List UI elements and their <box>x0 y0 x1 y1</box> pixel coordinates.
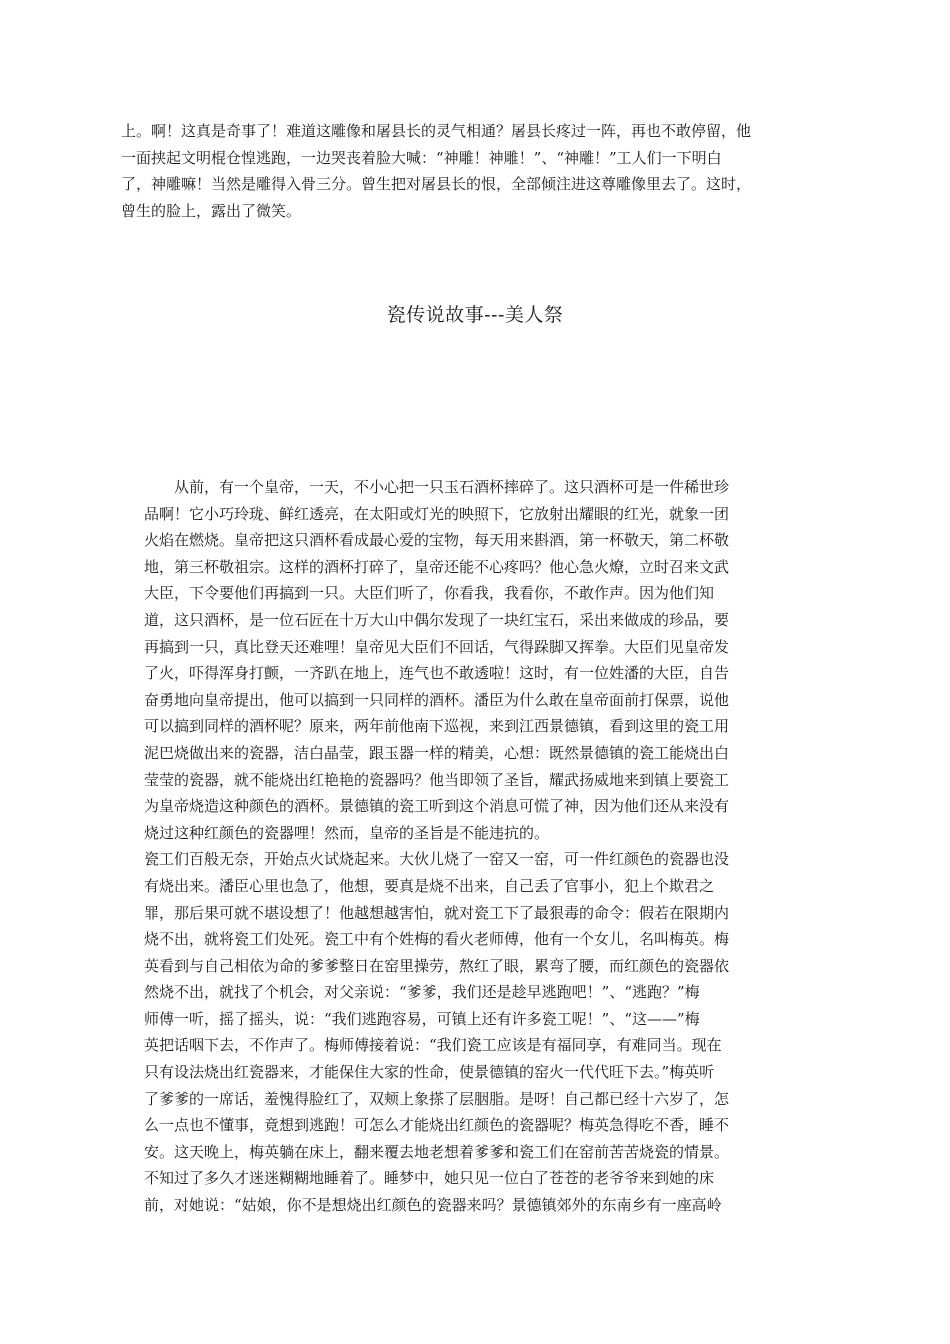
paragraph-line: 莹莹的瓷器，就不能烧出红艳艳的瓷器吗？他当即领了圣旨，耀武扬威地来到镇上要瓷工 <box>144 770 730 789</box>
paragraph-line: 道，这只酒杯，是一位石匠在十万大山中偶尔发现了一块红宝石，采出来做成的珍品，要 <box>144 610 730 629</box>
paragraph-line: 再搞到一只，真比登天还难哩！皇帝见大臣们不回话，气得跺脚又挥拳。大臣们见皇帝发 <box>144 637 730 656</box>
paragraph-line: 安。这天晚上，梅英躺在床上，翻来覆去地老想着爹爹和瓷工们在窑前苦苦烧瓷的情景。 <box>144 1142 730 1161</box>
paragraph-line: 英看到与自己相依为命的爹爹整日在窑里操劳，熬红了眼，累弯了腰，而红颜色的瓷器依 <box>144 956 730 975</box>
paragraph-line: 上。啊！这真是奇事了！难道这雕像和屠县长的灵气相通？屠县长疼过一阵，再也不敢停留，他 <box>121 122 752 140</box>
paragraph-line: 大臣，下令要他们再搞到一只。大臣们听了，你看我，我看你，不敢作声。因为他们知 <box>144 584 715 603</box>
previous-story-ending-paragraph <box>121 118 829 224</box>
paragraph-line: 前，对她说：“姑娘，你不是想烧出红颜色的瓷器来吗？景德镇郊外的东南乡有一座高岭 <box>144 1196 722 1215</box>
paragraph-line: 有烧出来。潘臣心里也急了，他想，要真是烧不出来，自己丢了官事小，犯上个欺君之 <box>144 876 715 895</box>
paragraph-line: 了爹爹的一席话，羞愧得脸红了，双颊上象搽了层胭脂。是呀！自己都已经十六岁了，怎 <box>144 1089 730 1108</box>
paragraph-line: 英把话咽下去，不作声了。梅师傅接着说：“我们瓷工应该是有福同享，有难同当。现在 <box>144 1036 722 1055</box>
paragraph-line: 罪，那后果可就不堪设想了！他越想越害怕，就对瓷工下了最狠毒的命令：假若在限期内 <box>144 903 730 922</box>
paragraph-line: 了，神雕嘛！当然是雕得入骨三分。曾生把对屠县长的恨，全部倾注进这尊雕像里去了。这时， <box>121 175 752 193</box>
paragraph-line: 奋勇地向皇帝提出，他可以搞到一只同样的酒杯。潘臣为什么敢在皇帝面前打保票，说他 <box>144 690 730 709</box>
paragraph-line: 只有设法烧出红瓷器来，才能保住大家的性命，使景德镇的窑火一代代旺下去。”梅英听 <box>144 1063 715 1082</box>
story-body <box>144 474 806 1219</box>
paragraph-line: 泥巴烧做出来的瓷器，洁白晶莹，跟玉器一样的精美，心想：既然景德镇的瓷工能烧出白 <box>144 743 730 762</box>
paragraph-line: 烧不出，就将瓷工们处死。瓷工中有个姓梅的看火老师傅，他有一个女儿，名叫梅英。梅 <box>144 930 730 949</box>
story-title: 瓷传说故事---美人祭 <box>386 304 564 326</box>
paragraph-line: 了火，吓得浑身打颤，一齐趴在地上，连气也不敢透啦！这时，有一位姓潘的大臣，自告 <box>144 664 730 683</box>
paragraph-line: 么一点也不懂事，竟想到逃跑！可怎么才能烧出红颜色的瓷器呢？梅英急得吃不香，睡不 <box>144 1116 730 1135</box>
paragraph-line: 品啊！它小巧玲珑、鲜红透亮，在太阳或灯光的映照下，它放射出耀眼的红光，就象一团 <box>144 504 730 523</box>
paragraph-line: 从前，有一个皇帝，一天，不小心把一只玉石酒杯摔碎了。这只酒杯可是一件稀世珍 <box>174 478 730 496</box>
paragraph-line: 为皇帝烧造这种颜色的酒杯。景德镇的瓷工听到这个消息可慌了神，因为他们还从来没有 <box>144 797 730 816</box>
paragraph-line: 曾生的脸上，露出了微笑。 <box>121 201 302 220</box>
paragraph-line: 火焰在燃烧。皇帝把这只酒杯看成最心爱的宝物，每天用来斟酒，第一杯敬天，第二杯敬 <box>144 531 730 550</box>
paragraph-line: 然烧不出，就找了个机会，对父亲说：“爹爹，我们还是趁早逃跑吧！”、“逃跑？”梅 <box>144 983 700 1002</box>
paragraph-line: 师傅一听，摇了摇头，说：“我们逃跑容易，可镇上还有许多瓷工呢！”、“这——”梅 <box>144 1009 700 1028</box>
paragraph-line: 一面挟起文明棍仓惶逃跑，一边哭丧着脸大喊：“神雕！神雕！”、“神雕！”工人们一下明白 <box>121 148 722 167</box>
paragraph-line: 烧过这种红颜色的瓷器哩！然而，皇帝的圣旨是不能违抗的。 <box>144 823 550 842</box>
paragraph-line: 地，第三杯敬祖宗。这样的酒杯打碎了，皇帝还能不心疼吗？他心急火燎，立时召来文武 <box>144 557 730 576</box>
paragraph-line: 不知过了多久才迷迷糊糊地睡着了。睡梦中，她只见一位白了苍苍的老爷爷来到她的床 <box>144 1169 715 1188</box>
paragraph-line: 可以搞到同样的酒杯呢？原来，两年前他南下巡视，来到江西景德镇，看到这里的瓷工用 <box>144 717 730 736</box>
paragraph-line: 瓷工们百般无奈，开始点火试烧起来。大伙儿烧了一窑又一窑，可一件红颜色的瓷器也没 <box>144 850 730 869</box>
